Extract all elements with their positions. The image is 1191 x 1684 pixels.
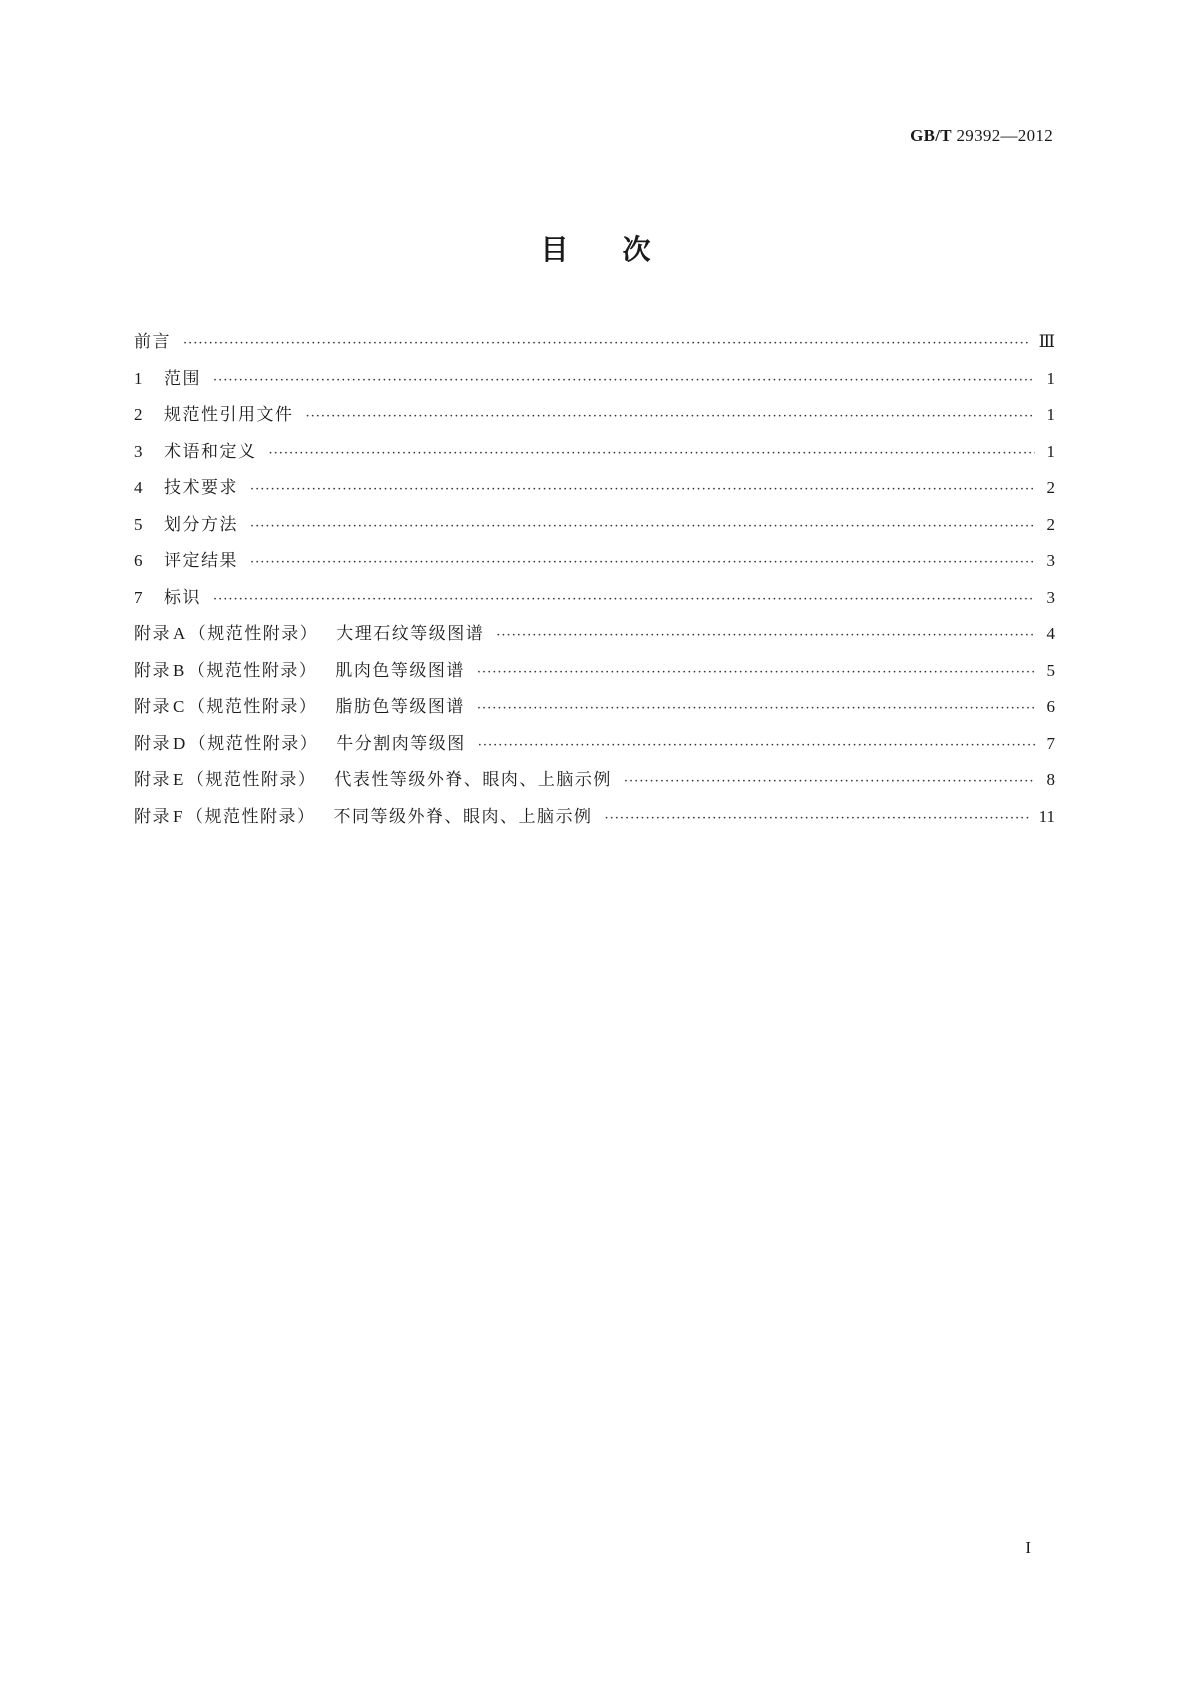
table-of-contents (134, 324, 1055, 835)
appendix-letter: B (173, 660, 186, 680)
toc-appendix-label (134, 762, 612, 799)
toc-entry-page: 5 (1046, 660, 1055, 680)
toc-entry-2[interactable] (134, 397, 1055, 434)
toc-entry-label: 标识 (164, 587, 201, 608)
toc-leader-dots (306, 399, 1036, 436)
appendix-prefix: 附录 (134, 660, 171, 681)
toc-appendix-c[interactable] (134, 689, 1055, 726)
toc-entry-foreword[interactable] (134, 324, 1055, 361)
appendix-description: 代表性等级外脊、眼肉、上脑示例 (334, 770, 612, 790)
toc-leader-dots (269, 436, 1036, 473)
appendix-type: （规范性附录） (187, 660, 318, 681)
toc-leader-dots (477, 691, 1035, 728)
toc-entry-number: 4 (134, 478, 143, 497)
toc-entry-label: 范围 (164, 368, 201, 389)
appendix-description: 大理石纹等级图谱 (336, 624, 485, 644)
toc-entry-page: 4 (1046, 624, 1055, 643)
toc-entry-number: 1 (134, 368, 143, 388)
appendix-prefix: 附录 (134, 624, 171, 644)
toc-appendix-a[interactable] (134, 616, 1055, 653)
toc-entry-page: 2 (1046, 478, 1055, 497)
toc-entry-page: 3 (1046, 587, 1055, 607)
toc-entry-3[interactable] (134, 434, 1055, 471)
toc-entry-page: 1 (1046, 368, 1055, 388)
toc-appendix-e[interactable] (134, 762, 1055, 799)
toc-entry-page: 8 (1046, 770, 1055, 789)
appendix-type: （规范性附录） (185, 806, 316, 827)
toc-entry-1[interactable] (134, 361, 1055, 398)
toc-leader-dots (478, 728, 1035, 765)
toc-entry-6[interactable] (134, 543, 1055, 580)
toc-leader-dots (250, 509, 1035, 546)
toc-entry-number: 2 (134, 405, 143, 424)
appendix-type: （规范性附录） (188, 624, 319, 644)
appendix-description: 脂肪色等级图谱 (335, 697, 465, 717)
toc-leader-dots (250, 472, 1035, 509)
appendix-prefix: 附录 (134, 697, 171, 717)
appendix-description: 不同等级外脊、眼肉、上脑示例 (333, 806, 593, 827)
toc-entry-number: 7 (134, 587, 143, 607)
toc-entry-number: 6 (134, 551, 143, 570)
toc-entry-label: 评定结果 (164, 551, 238, 571)
toc-leader-dots (213, 363, 1035, 400)
toc-appendix-b[interactable] (134, 653, 1055, 690)
appendix-letter: E (173, 770, 185, 789)
toc-appendix-label (134, 616, 484, 653)
toc-entry-page: 11 (1038, 806, 1055, 826)
toc-entry-page: 3 (1046, 551, 1055, 570)
toc-entry-label: 规范性引用文件 (164, 405, 294, 425)
toc-entry-4[interactable] (134, 470, 1055, 507)
standard-prefix: GB/T (910, 126, 952, 145)
appendix-type: （规范性附录） (187, 697, 318, 717)
appendix-letter: D (173, 733, 187, 753)
toc-leader-dots (604, 801, 1030, 838)
toc-appendix-label (134, 653, 465, 690)
toc-entry-label: 划分方法 (164, 514, 238, 535)
toc-entry-page: 1 (1046, 441, 1055, 461)
toc-leader-dots (213, 582, 1035, 619)
appendix-prefix: 附录 (134, 806, 171, 827)
toc-leader-dots (183, 326, 1031, 363)
toc-entry-7[interactable] (134, 580, 1055, 617)
toc-entry-label: 技术要求 (164, 478, 238, 498)
toc-entry-number: 3 (134, 441, 143, 461)
toc-entry-page: 2 (1046, 514, 1055, 534)
toc-entry-label: 前言 (134, 332, 171, 352)
appendix-type: （规范性附录） (186, 770, 317, 790)
toc-leader-dots (496, 618, 1035, 655)
toc-entry-label: 术语和定义 (164, 441, 257, 462)
toc-leader-dots (477, 655, 1035, 692)
page-number: I (1025, 1538, 1031, 1557)
toc-appendix-f[interactable] (134, 799, 1055, 836)
toc-entry-page: Ⅲ (1038, 332, 1055, 351)
toc-appendix-label (134, 726, 466, 763)
toc-appendix-d[interactable] (134, 726, 1055, 763)
standard-number: 29392—2012 (956, 126, 1053, 145)
appendix-prefix: 附录 (134, 733, 171, 754)
page-title: 目次 (540, 233, 705, 266)
toc-entry-page: 1 (1046, 405, 1055, 424)
toc-entry-5[interactable] (134, 507, 1055, 544)
appendix-description: 肌肉色等级图谱 (335, 660, 465, 681)
appendix-description: 牛分割肉等级图 (336, 733, 466, 754)
toc-entry-page: 6 (1046, 697, 1055, 716)
toc-entry-page: 7 (1046, 733, 1055, 753)
toc-leader-dots (250, 545, 1035, 582)
toc-appendix-label (134, 799, 592, 836)
standard-code (910, 126, 1053, 146)
appendix-letter: C (173, 697, 186, 716)
appendix-prefix: 附录 (134, 770, 171, 790)
toc-entry-number: 5 (134, 514, 143, 534)
appendix-letter: F (173, 806, 184, 826)
toc-leader-dots (624, 764, 1035, 801)
appendix-letter: A (173, 624, 187, 643)
appendix-type: （规范性附录） (188, 733, 319, 754)
toc-appendix-label (134, 689, 465, 726)
